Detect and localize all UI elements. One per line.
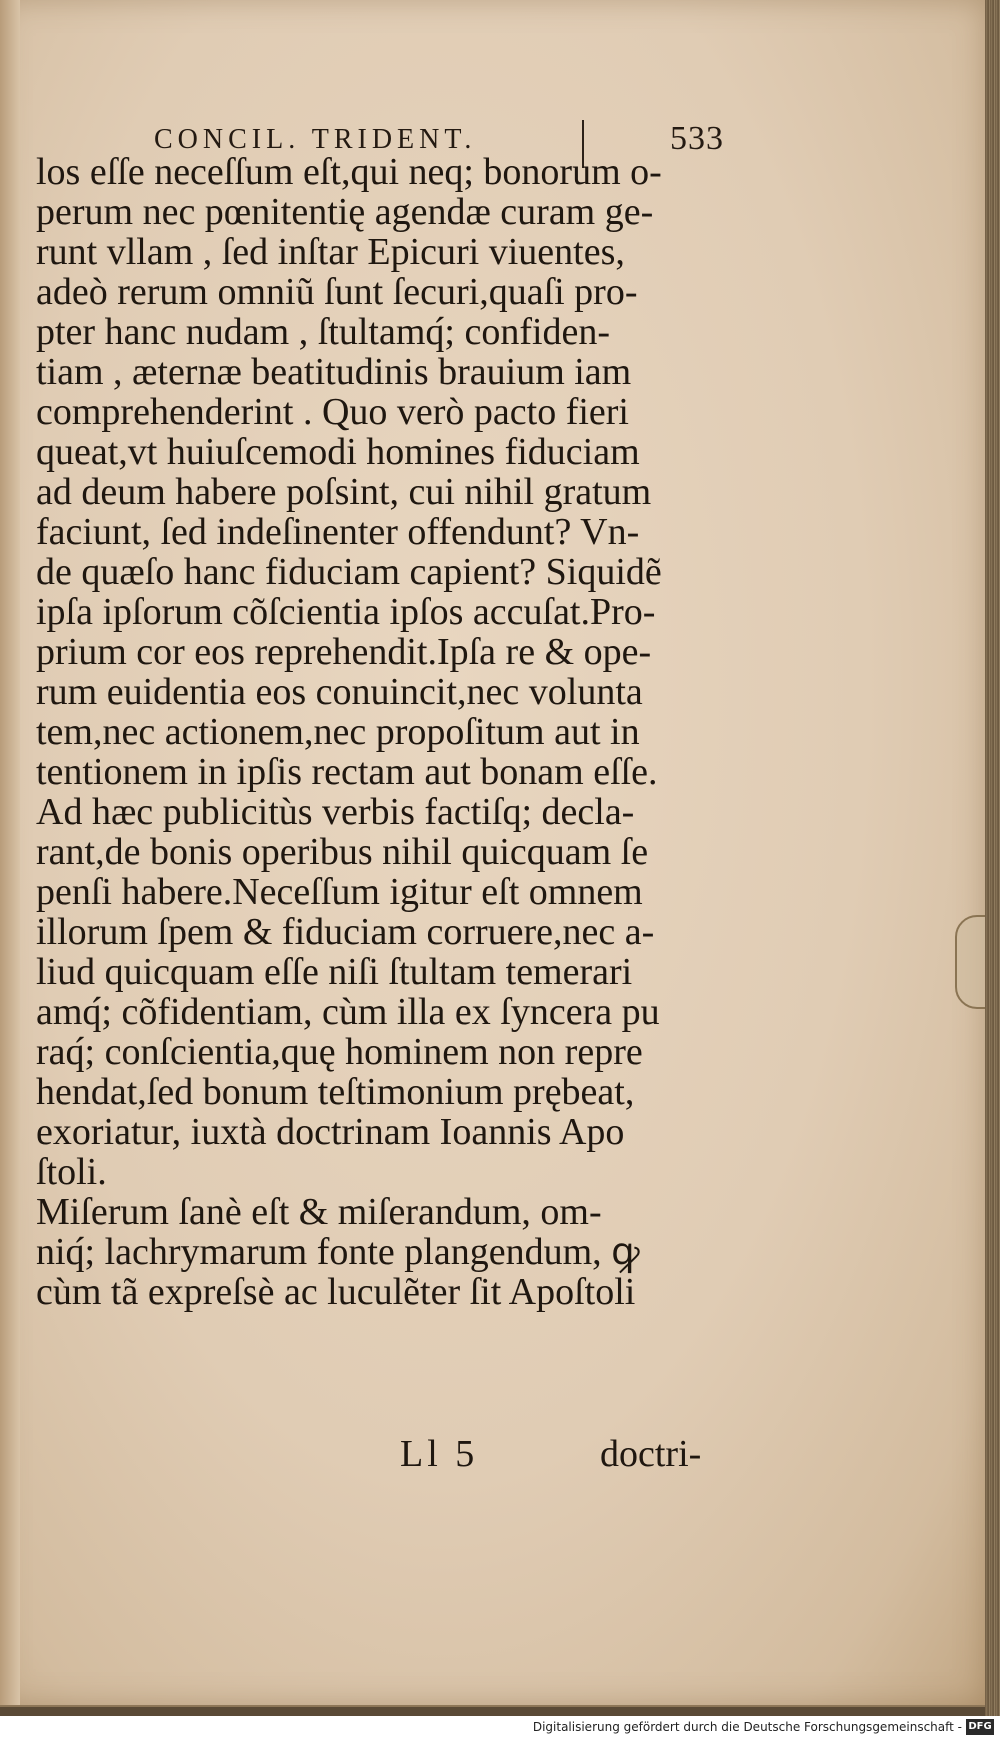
text-line: illorum ſpem & fiduciam corruere,nec a- [36, 911, 655, 953]
text-line: comprehenderint . Quo verò pacto fieri [36, 391, 629, 433]
digitization-credit-bar [0, 1716, 1000, 1740]
text-line: hendat,ſed bonum teſtimonium prębeat, [36, 1071, 635, 1113]
text-line: tentionem in ipſis rectam aut bonam eſſe. [36, 751, 658, 793]
text-line: ipſa ipſorum cõſcientia ipſos accuſat.Pro- [36, 591, 656, 633]
text-line: liud quicquam eſſe niſi ſtultam temerari [36, 951, 633, 993]
catchword: doctri- [600, 1433, 702, 1475]
text-line: adeò rerum omniũ ſunt ſecuri,quaſi pro- [36, 271, 638, 313]
signature-mark: Ll 5 [400, 1433, 479, 1475]
text-line: queat,vt huiuſcemodi homines fiduciam [36, 431, 640, 473]
binding-gutter [0, 0, 20, 1705]
text-line: pter hanc nudam , ſtultamq́; confiden- [36, 311, 611, 353]
text-line: tiam , æternæ beatitudinis brauium iam [36, 351, 632, 393]
page-footer-line [400, 1432, 740, 1476]
text-line: Miſerum ſanè eſt & miſerandum, om- [36, 1191, 602, 1233]
text-line: perum nec pœnitentię agendæ curam ge- [36, 191, 654, 233]
text-line: de quæſo hanc fiduciam capient? Siquidẽ [36, 551, 662, 593]
text-line: ſtoli. [36, 1151, 107, 1193]
text-line: rant,de bonis operibus nihil quicquam ſe [36, 831, 649, 873]
page-number: 533 [670, 120, 724, 157]
text-line: penſi habere.Neceſſum igitur eſt omnem [36, 871, 643, 913]
running-title: CONCIL. TRIDENT. [154, 124, 477, 155]
book-page-edges [985, 0, 1000, 1716]
text-line: niq́; lachrymarum fonte plangendum, ꝙ [36, 1231, 640, 1273]
text-line: faciunt, ſed indeſinenter offendunt? Vn- [36, 511, 640, 553]
text-line: tem,nec actionem,nec propoſitum aut in [36, 711, 640, 753]
text-line: los eſſe neceſſum eſt,qui neq; bonorum o- [36, 151, 662, 193]
text-line: prium cor eos reprehendit.Ipſa re & ope- [36, 631, 652, 673]
text-line: Ad hæc publicitùs verbis factiſq; decla- [36, 791, 635, 833]
text-line: raq́; conſcientia,quę hominem non repre [36, 1031, 643, 1073]
dfg-logo: DFG [966, 1719, 994, 1735]
text-line: rum euidentia eos conuincit,nec volunta [36, 671, 643, 713]
text-line: cùm tã expreſsè ac luculẽter ſit Apoſtoli [36, 1271, 636, 1313]
text-line: amq́; cõfidentiam, cùm illa ex ſyncera pu [36, 991, 660, 1033]
text-line: runt vllam , ſed inſtar Epicuri viuentes, [36, 231, 625, 273]
text-line: exoriatur, iuxtà doctrinam Ioannis Apo [36, 1111, 625, 1153]
text-line: ad deum habere poſsint, cui nihil gratum [36, 471, 652, 513]
funding-credit: Digitalisierung gefördert durch die Deutsche Forschungsgemeinschaft - [532, 1720, 962, 1734]
